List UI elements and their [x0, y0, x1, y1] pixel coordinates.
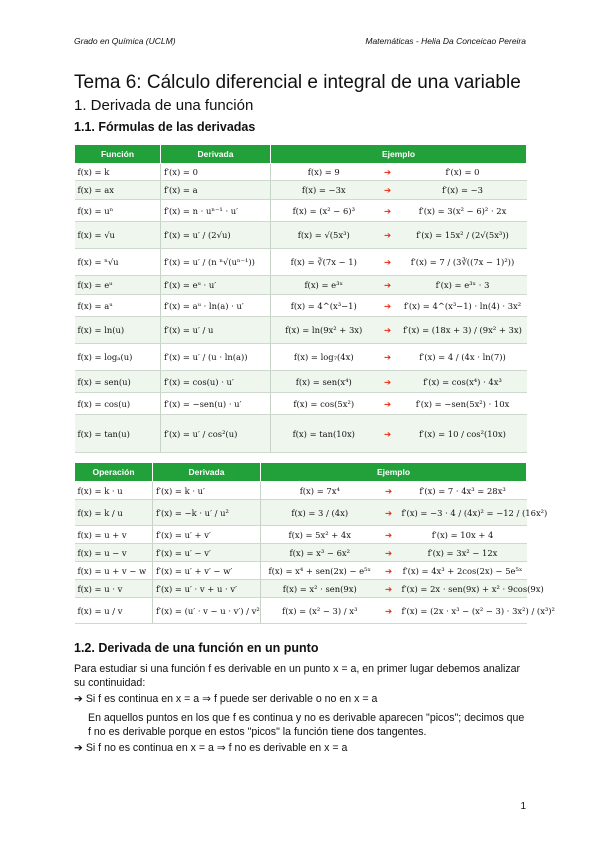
arrow-icon: ➔ [377, 276, 399, 295]
derivative-cell: f′(x) = k · u′ [153, 482, 261, 500]
table-row [75, 222, 527, 249]
arrow-icon: ➔ [377, 393, 399, 415]
function-cell: f(x) = u − v [75, 544, 153, 562]
function-cell: f(x) = u · v [75, 580, 153, 598]
arrow-icon: ➔ [377, 317, 399, 344]
table-row [75, 181, 527, 200]
table-row [75, 562, 527, 580]
example-cell: f(x) = 3 / (4x) [261, 500, 379, 526]
example-cell: f(x) = (x² − 3) / x³ [261, 598, 379, 624]
table-row [75, 393, 527, 415]
function-cell: f(x) = u / v [75, 598, 153, 624]
function-cell: f(x) = aᵘ [75, 295, 161, 317]
table-row [75, 249, 527, 276]
example-cell: f(x) = ∛(7x − 1) [271, 249, 377, 276]
example-cell: f(x) = 5x² + 4x [261, 526, 379, 544]
table-row [75, 482, 527, 500]
derivatives-table [74, 144, 527, 453]
arrow-icon: ➔ [377, 200, 399, 222]
function-cell: f(x) = eᵘ [75, 276, 161, 295]
arrow-icon: ➔ [377, 249, 399, 276]
example-derivative-cell: f′(x) = 15x² / (2√(5x³)) [399, 222, 527, 249]
bullet-item: ➔ Si f no es continua en x = a ⇒ f no es derivable en x = a [74, 742, 348, 754]
function-cell: f(x) = √u [75, 222, 161, 249]
example-cell: f(x) = (x² − 6)³ [271, 200, 377, 222]
example-derivative-cell: f′(x) = −3 · 4 / (4x)² = −12 / (16x²) [399, 500, 527, 526]
bullet-item: ➔ Si f es continua en x = a ⇒ f puede ser derivable o no en x = a [74, 693, 378, 705]
derivative-cell: f′(x) = u′ / u [161, 317, 271, 344]
example-cell: f(x) = √(5x³) [271, 222, 377, 249]
example-derivative-cell: f′(x) = (2x · x³ − (x² − 3) · 3x²) / (x³)² [399, 598, 527, 624]
bullet-note: En aquellos puntos en los que f es continua y no es derivable aparecen "picos"; decimos que f no es derivable porque en estos "picos" la función tiene dos tangentes. [88, 712, 525, 738]
example-cell: f(x) = sen(x⁴) [271, 371, 377, 393]
function-cell: f(x) = ax [75, 181, 161, 200]
example-derivative-cell: f′(x) = −sen(5x²) · 10x [399, 393, 527, 415]
column-header: Derivada [161, 145, 271, 164]
example-derivative-cell: f′(x) = 4^(x³−1) · ln(4) · 3x² [399, 295, 527, 317]
example-cell: f(x) = 4^(x³−1) [271, 295, 377, 317]
example-derivative-cell: f′(x) = 2x · sen(9x) + x² · 9cos(9x) [399, 580, 527, 598]
table-row [75, 164, 527, 181]
page-header [74, 36, 526, 50]
example-derivative-cell: f′(x) = 3(x² − 6)² · 2x [399, 200, 527, 222]
section-heading: 1. Derivada de una función [74, 97, 254, 114]
example-derivative-cell: f′(x) = cos(x⁴) · 4x³ [399, 371, 527, 393]
example-cell: f(x) = x³ − 6x² [261, 544, 379, 562]
function-cell: f(x) = u + v − w [75, 562, 153, 580]
arrow-icon: ➔ [379, 482, 399, 500]
arrow-icon: ➔ [379, 526, 399, 544]
function-cell: f(x) = tan(u) [75, 415, 161, 453]
derivative-cell: f′(x) = n · uⁿ⁻¹ · u′ [161, 200, 271, 222]
example-derivative-cell: f′(x) = 4 / (4x · ln(7)) [399, 344, 527, 371]
example-cell: f(x) = ln(9x² + 3x) [271, 317, 377, 344]
example-cell: f(x) = e³ˣ [271, 276, 377, 295]
page-number: 1 [520, 801, 526, 812]
derivative-cell: f′(x) = −sen(u) · u′ [161, 393, 271, 415]
table-header-row [75, 145, 527, 164]
arrow-icon: ➔ [377, 164, 399, 181]
table-row [75, 500, 527, 526]
arrow-icon: ➔ [379, 598, 399, 624]
column-header: Derivada [153, 463, 261, 482]
example-cell: f(x) = cos(5x²) [271, 393, 377, 415]
column-header: Ejemplo [261, 463, 527, 482]
arrow-icon: ➔ [377, 295, 399, 317]
example-cell: f(x) = x⁴ + sen(2x) − e⁵ˣ [261, 562, 379, 580]
function-cell: f(x) = cos(u) [75, 393, 161, 415]
derivative-cell: f′(x) = u′ / (n ⁿ√(uⁿ⁻¹)) [161, 249, 271, 276]
derivative-cell: f′(x) = u′ + v′ [153, 526, 261, 544]
example-derivative-cell: f′(x) = 7 / (3∛((7x − 1)²)) [399, 249, 527, 276]
example-derivative-cell: f′(x) = 0 [399, 164, 527, 181]
arrow-icon: ➔ [377, 222, 399, 249]
derivative-cell: f′(x) = eᵘ · u′ [161, 276, 271, 295]
derivative-cell: f′(x) = cos(u) · u′ [161, 371, 271, 393]
derivative-cell: f′(x) = 0 [161, 164, 271, 181]
subsection-heading-formulas: 1.1. Fórmulas de las derivadas [74, 120, 256, 134]
arrow-icon: ➔ [377, 181, 399, 200]
subsection-heading-point: 1.2. Derivada de una función en un punto [74, 641, 319, 655]
paragraph: Para estudiar si una función f es derivable en un punto x = a, en primer lugar debemos analizar su continuidad: [74, 663, 521, 689]
example-derivative-cell: f′(x) = 4x³ + 2cos(2x) − 5e⁵ˣ [399, 562, 527, 580]
derivative-cell: f′(x) = u′ / (2√u) [161, 222, 271, 249]
table-row [75, 317, 527, 344]
table-row [75, 276, 527, 295]
example-derivative-cell: f′(x) = 3x² − 12x [399, 544, 527, 562]
example-cell: f(x) = 9 [271, 164, 377, 181]
example-cell: f(x) = tan(10x) [271, 415, 377, 453]
function-cell: f(x) = logₐ(u) [75, 344, 161, 371]
table-row [75, 371, 527, 393]
table-row [75, 344, 527, 371]
arrow-icon: ➔ [377, 344, 399, 371]
table-header-row [75, 463, 527, 482]
table-row [75, 544, 527, 562]
derivative-cell: f′(x) = u′ / cos²(u) [161, 415, 271, 453]
example-derivative-cell: f′(x) = e³ˣ · 3 [399, 276, 527, 295]
example-derivative-cell: f′(x) = 10x + 4 [399, 526, 527, 544]
derivative-cell: f′(x) = −k · u′ / u² [153, 500, 261, 526]
example-derivative-cell: f′(x) = (18x + 3) / (9x² + 3x) [399, 317, 527, 344]
example-derivative-cell: f′(x) = −3 [399, 181, 527, 200]
table-row [75, 415, 527, 453]
arrow-icon: ➔ [377, 371, 399, 393]
column-header: Ejemplo [271, 145, 527, 164]
function-cell: f(x) = ⁿ√u [75, 249, 161, 276]
header-right: Matemáticas - Helia Da Conceicao Pereira [365, 36, 526, 46]
column-header: Función [75, 145, 161, 164]
table-row [75, 580, 527, 598]
function-cell: f(x) = ln(u) [75, 317, 161, 344]
derivative-cell: f′(x) = u′ − v′ [153, 544, 261, 562]
function-cell: f(x) = u + v [75, 526, 153, 544]
operations-table [74, 462, 555, 624]
table-row [75, 598, 527, 624]
function-cell: f(x) = k · u [75, 482, 153, 500]
example-derivative-cell: f′(x) = 10 / cos²(10x) [399, 415, 527, 453]
arrow-icon: ➔ [379, 562, 399, 580]
arrow-icon: ➔ [379, 500, 399, 526]
function-cell: f(x) = k / u [75, 500, 153, 526]
arrow-icon: ➔ [379, 544, 399, 562]
derivative-cell: f′(x) = a [161, 181, 271, 200]
function-cell: f(x) = sen(u) [75, 371, 161, 393]
arrow-icon: ➔ [379, 580, 399, 598]
table-row [75, 526, 527, 544]
table-row [75, 295, 527, 317]
example-derivative-cell: f′(x) = 7 · 4x³ = 28x³ [399, 482, 527, 500]
example-cell: f(x) = 7x⁴ [261, 482, 379, 500]
derivative-cell: f′(x) = (u′ · v − u · v′) / v² [153, 598, 261, 624]
function-cell: f(x) = uⁿ [75, 200, 161, 222]
example-cell: f(x) = log₇(4x) [271, 344, 377, 371]
example-cell: f(x) = −3x [271, 181, 377, 200]
example-cell: f(x) = x² · sen(9x) [261, 580, 379, 598]
derivative-cell: f′(x) = u′ · v + u · v′ [153, 580, 261, 598]
table-row [75, 200, 527, 222]
arrow-icon: ➔ [377, 415, 399, 453]
column-header: Operación [75, 463, 153, 482]
header-left: Grado en Química (UCLM) [74, 36, 176, 46]
derivative-cell: f′(x) = u′ / (u · ln(a)) [161, 344, 271, 371]
function-cell: f(x) = k [75, 164, 161, 181]
derivative-cell: f′(x) = aᵘ · ln(a) · u′ [161, 295, 271, 317]
document-title: Tema 6: Cálculo diferencial e integral de una variable [74, 72, 521, 93]
derivative-cell: f′(x) = u′ + v′ − w′ [153, 562, 261, 580]
